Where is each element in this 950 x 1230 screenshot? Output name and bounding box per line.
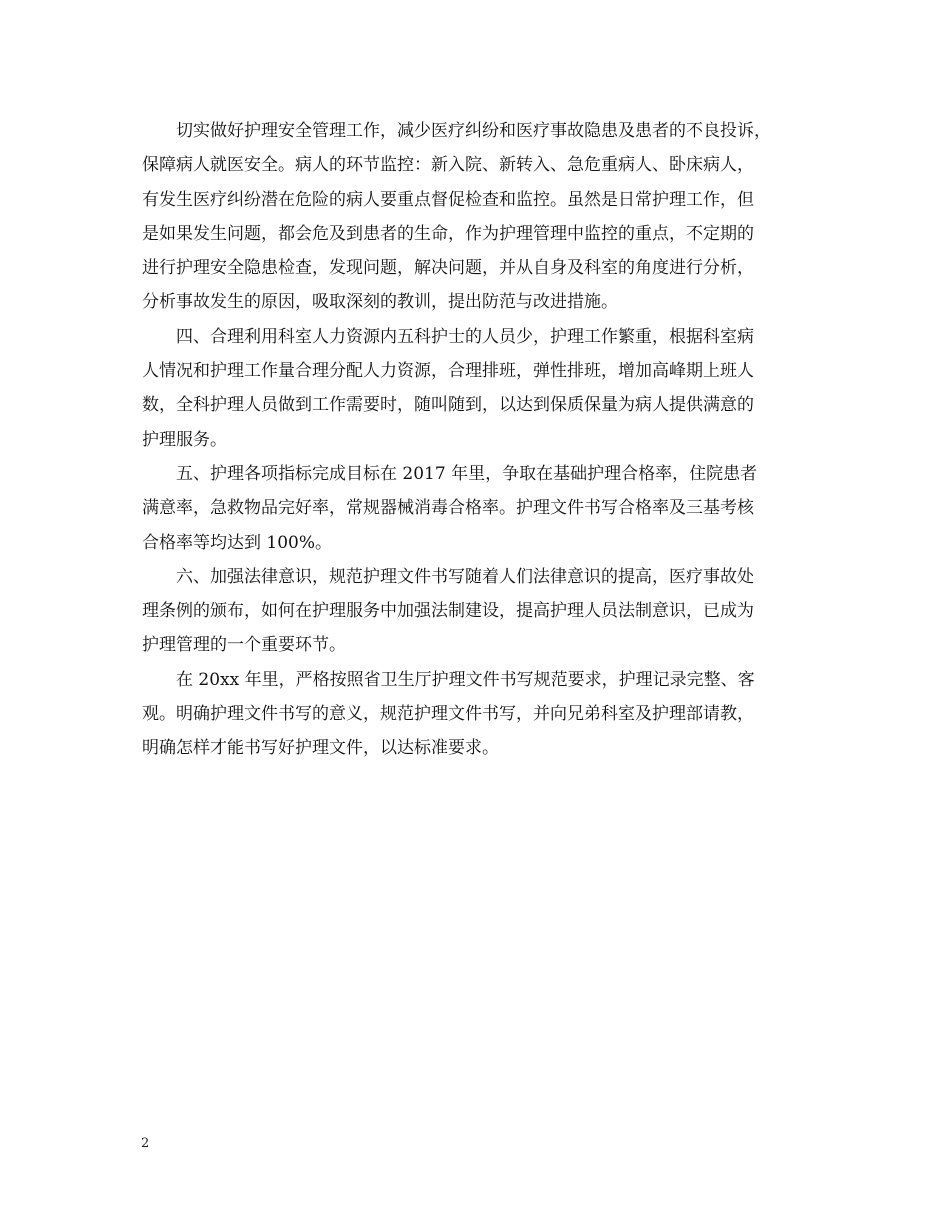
text-line: 理条例的颁布，如何在护理服务中加强法制建设，提高护理人员法制意识，已成为 [142,601,754,622]
paragraph-documentation-standards [142,663,842,766]
paragraph-human-resources [142,320,842,457]
text-line: 护理服务。 [142,429,227,450]
text-line: 分析事故发生的原因，吸取深刻的教训，提出防范与改进措施。 [142,292,618,313]
text-line: 五、护理各项指标完成目标在 2017 年里，争取在基础护理合格率，住院患者 [142,463,758,484]
text-line: 满意率，急救物品完好率，常规器械消毒合格率。护理文件书写合格率及三基考核 [142,498,754,519]
text-line: 有发生医疗纠纷潜在危险的病人要重点督促检查和监控。虽然是日常护理工作，但 [142,189,754,210]
text-line: 进行护理安全隐患检查，发现问题，解决问题，并从自身及科室的角度进行分析， [142,258,754,279]
text-line: 数，全科护理人员做到工作需要时，随叫随到，以达到保质保量为病人提供满意的 [142,395,754,416]
text-line: 是如果发生问题，都会危及到患者的生命，作为护理管理中监控的重点，不定期的 [142,223,754,244]
text-line: 六、加强法律意识，规范护理文件书写随着人们法律意识的提高，医疗事故处 [142,566,754,587]
body-text [142,114,842,766]
paragraph-nursing-targets [142,457,842,560]
text-line: 合格率等均达到 100%。 [142,532,333,553]
text-line: 人情况和护理工作量合理分配人力资源，合理排班，弹性排班，增加高峰期上班人 [142,361,754,382]
text-line: 四、合理利用科室人力资源内五科护士的人员少，护理工作繁重，根据科室病 [142,326,754,347]
text-line: 在 20xx 年里，严格按照省卫生厅护理文件书写规范要求，护理记录完整、客 [142,669,755,690]
text-line: 保障病人就医安全。病人的环节监控：新入院、新转入、急危重病人、卧床病人， [142,155,754,176]
text-line: 护理管理的一个重要环节。 [142,635,346,656]
text-line: 观。明确护理文件书写的意义，规范护理文件书写，并向兄弟科室及护理部请教， [142,704,754,725]
text-line: 明确怎样才能书写好护理文件，以达标准要求。 [142,738,499,759]
paragraph-safety-management [142,114,842,320]
page-number: 2 [141,1136,150,1151]
paragraph-legal-awareness [142,560,842,663]
text-line: 切实做好护理安全管理工作，减少医疗纠纷和医疗事故隐患及患者的不良投诉， [142,121,771,141]
